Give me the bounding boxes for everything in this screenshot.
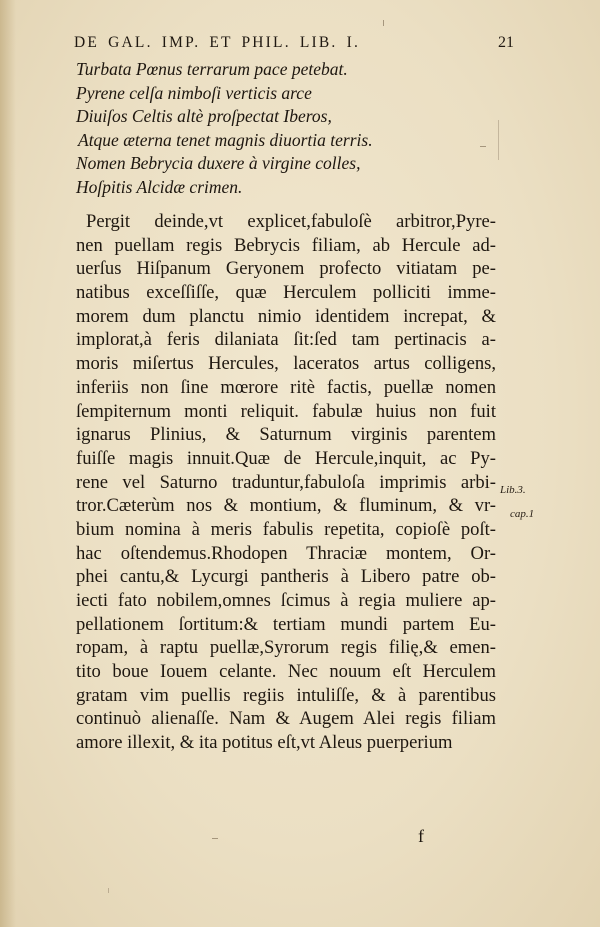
prose-line: rene vel Saturno traduntur,fabuloſa imprimis arbi- <box>76 471 496 493</box>
verse-quotation <box>76 58 496 200</box>
prose-line: morem dum planctu nimio identidem increpat, & <box>76 305 496 327</box>
prose-line: iecti fato nobilem,omnes ſcimus à regia muliere ap- <box>76 590 496 611</box>
paper-speck <box>212 838 218 839</box>
running-title: DE GAL. IMP. ET PHIL. LIB. I. <box>74 34 361 51</box>
verse-line: Diuiſos Celtis altè proſpectat Iberos, <box>76 106 332 127</box>
signature-mark: f <box>418 826 424 846</box>
prose-line: amore illexit, & ita potitus eſt,vt Aleus puerperium <box>76 732 453 754</box>
page-gutter-shadow <box>0 0 16 927</box>
prose-line: moris miſertus Hercules, laceratos artus colligens, <box>76 353 496 375</box>
paper-speck <box>498 120 499 160</box>
page-number: 21 <box>498 34 514 51</box>
prose-line: gratam vim puellis regiis intuliſſe, & à parentibus <box>76 684 496 706</box>
prose-line: ignarus Plinius, & Saturnum virginis parentem <box>76 424 496 446</box>
prose-line: uerſus Hiſpanum Geryonem profecto vitiatam pe- <box>76 258 496 280</box>
prose-line: continuò alienaſſe. Nam & Augem Alei regis filiam <box>76 708 496 730</box>
prose-line: natibus exceſſiſſe, quæ Herculem polliciti imme- <box>76 282 496 304</box>
prose-line: Pergit deinde,vt explicet,fabuloſè arbitror,Pyre- <box>86 211 496 232</box>
prose-line: bium nomina à meris fabulis repetita, copioſè poſt- <box>76 518 496 540</box>
verse-line: Turbata Pœnus terrarum pace petebat. <box>76 59 348 79</box>
prose-line: hac oſtendemus.Rhodopen Thraciæ montem, Or- <box>76 542 496 564</box>
verse-line: Nomen Bebrycia duxere à virgine colles, <box>76 153 361 174</box>
prose-paragraph <box>76 210 496 755</box>
verse-line: Atque æterna tenet magnis diuortia terris. <box>78 129 373 150</box>
prose-line: tito boue Iouem celante. Nec nouum eſt Herculem <box>76 661 496 683</box>
prose-line: tror.Cæterùm nos & montium, & fluminum, & vr- <box>76 495 496 517</box>
margin-note-chapter: cap.1 <box>510 508 535 520</box>
prose-line: ropam, à raptu puellæ,Syrorum regis filię,& emen- <box>76 637 496 659</box>
paper-speck <box>480 146 486 147</box>
page-header <box>74 34 514 56</box>
prose-line: phei cantu,& Lycurgi pantheris à Libero patre ob- <box>76 566 496 588</box>
prose-line: ſempiternum monti reliquit. fabulæ huius non fuit <box>76 400 496 422</box>
margin-note-book: Lib.3. <box>500 484 526 496</box>
prose-line: pellationem ſortitum:& tertiam mundi partem Eu- <box>76 613 496 635</box>
prose-line: inferiis non ſine mœrore ritè factis, puellæ nomen <box>76 376 496 398</box>
verse-line: Hoſpitis Alcidæ crimen. <box>76 176 243 197</box>
verse-line: Pyrene celſa nimboſi verticis arce <box>76 82 312 103</box>
prose-line: fuiſſe magis innuit.Quæ de Hercule,inquit, ac Py- <box>76 447 496 469</box>
paper-speck <box>108 888 109 893</box>
prose-line: nen puellam regis Bebrycis filiam, ab Hercule ad- <box>76 234 496 256</box>
prose-line: implorat,à feris dilaniata ſit:ſed tam pertinacis a- <box>76 329 496 351</box>
paper-speck <box>383 20 384 26</box>
